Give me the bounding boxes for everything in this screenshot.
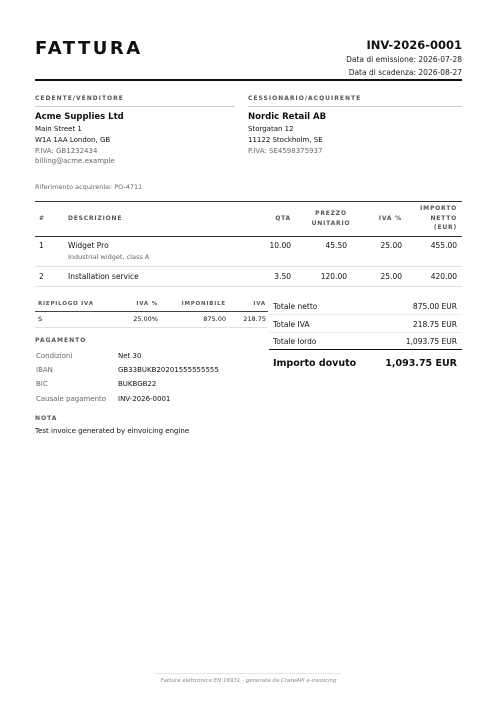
- items-row-divider: [35, 266, 462, 267]
- footer-divider: [155, 673, 341, 674]
- vat-summary-tax: 218.75: [243, 315, 266, 323]
- item-unit-price: 45.50: [325, 241, 347, 250]
- buyer-name: Nordic Retail AB: [248, 112, 327, 122]
- payment-value: Net 30: [118, 352, 142, 360]
- item-net-amount: 455.00: [430, 241, 457, 250]
- items-table-bottom-rule: [35, 286, 462, 287]
- note-label: NOTA: [35, 415, 58, 422]
- item-index: 2: [39, 272, 44, 281]
- items-header-unit-price: [301, 209, 361, 228]
- note-text: Test invoice generated by einvoicing engine: [35, 427, 190, 435]
- payment-reference-value: INV-2026-0001: [118, 395, 171, 403]
- due-date: Data di scadenza: 2026-08-27: [348, 68, 462, 77]
- total-vat-label: Totale IVA: [273, 320, 310, 329]
- buyer-address-line-1: Storgatan 12: [248, 125, 294, 133]
- items-table-top-rule: [35, 201, 462, 202]
- items-header-unit-price-line-1: PREZZO: [315, 210, 347, 217]
- item-description: Installation service: [68, 272, 139, 281]
- buyer-address-line-2: 11122 Stockholm, SE: [248, 136, 323, 144]
- items-header-unit-price-line-2: UNITARIO: [311, 219, 351, 227]
- amount-due-value: 1,093.75 EUR: [385, 358, 457, 369]
- seller-email: billing@acme.example: [35, 157, 115, 165]
- document-title: FATTURA: [35, 38, 143, 59]
- item-index: 1: [39, 241, 44, 250]
- seller-label: CEDENTE/VENDITORE: [35, 95, 124, 102]
- total-vat-value: 218.75 EUR: [412, 320, 457, 329]
- buyer-divider: [248, 106, 462, 107]
- vat-summary-bottom-rule: [35, 327, 268, 328]
- vat-summary-header-category: RIEPILOGO IVA: [38, 301, 94, 307]
- item-net-amount: 420.00: [430, 272, 457, 281]
- items-header-vat: IVA %: [378, 215, 402, 222]
- payment-key: IBAN: [36, 366, 53, 374]
- items-header-qty: QTA: [275, 215, 291, 222]
- items-header-net: [411, 204, 457, 233]
- totals-due-rule: [269, 349, 462, 350]
- item-qty: 10.00: [269, 241, 291, 250]
- buyer-reference: Riferimento acquirente: PO-4711: [35, 183, 143, 191]
- buyer-vat: P.IVA: SE4598375937: [248, 147, 323, 155]
- total-gross-label: Totale lordo: [273, 337, 317, 346]
- vat-summary-taxable: 875.00: [203, 315, 226, 323]
- payment-iban-value: GB33BUKB20201555555555: [118, 366, 219, 374]
- items-header-description: DESCRIZIONE: [68, 215, 123, 222]
- issue-date: Data di emissione: 2026-07-28: [346, 55, 462, 64]
- footer-text: Fattura elettronica EN 16931 · generata da CrateAPI e-invoicing: [160, 678, 337, 684]
- items-header-net-line-1: IMPORTO: [420, 205, 457, 212]
- seller-name: Acme Supplies Ltd: [35, 112, 124, 122]
- payment-label: PAGAMENTO: [35, 337, 87, 344]
- item-qty: 3.50: [274, 272, 291, 281]
- total-net-label: Totale netto: [273, 302, 318, 311]
- vat-summary-header-rule: [35, 311, 268, 312]
- amount-due-label: Importo dovuto: [273, 358, 357, 369]
- total-net-value: 875.00 EUR: [412, 302, 457, 311]
- items-header-net-line-3: (EUR): [433, 224, 457, 231]
- item-unit-price: 120.00: [320, 272, 347, 281]
- payment-bic-value: BUKBGB22: [118, 380, 157, 388]
- item-vat-rate: 25.00: [380, 272, 402, 281]
- item-note: Industrial widget, class A: [68, 253, 150, 261]
- payment-key: Condizioni: [36, 352, 73, 360]
- total-gross-value: 1,093.75 EUR: [405, 337, 457, 346]
- items-header-net-line-2: NETTO: [430, 214, 457, 222]
- vat-summary-header-taxable: IMPONIBILE: [181, 301, 226, 307]
- header-divider: [35, 79, 462, 81]
- seller-vat: P.IVA: GB1232434: [35, 147, 98, 155]
- totals-divider: [269, 314, 462, 315]
- payment-key: Causale pagamento: [36, 395, 107, 403]
- item-description: Widget Pro: [68, 241, 109, 250]
- seller-address-line-1: Main Street 1: [35, 125, 82, 133]
- seller-address-line-2: W1A 1AA London, GB: [35, 136, 111, 144]
- invoice-number: INV-2026-0001: [366, 38, 462, 52]
- vat-summary-category: S: [38, 315, 43, 323]
- buyer-label: CESSIONARIO/ACQUIRENTE: [248, 95, 362, 102]
- vat-summary-rate: 25.00%: [133, 315, 158, 323]
- item-vat-rate: 25.00: [380, 241, 402, 250]
- vat-summary-header-rate: IVA %: [136, 301, 158, 307]
- totals-divider: [269, 332, 462, 333]
- items-header-rule: [35, 236, 462, 237]
- vat-summary-header-tax: IVA: [253, 301, 266, 307]
- items-header-index: #: [39, 215, 45, 222]
- payment-key: BIC: [36, 380, 48, 388]
- seller-divider: [35, 106, 235, 107]
